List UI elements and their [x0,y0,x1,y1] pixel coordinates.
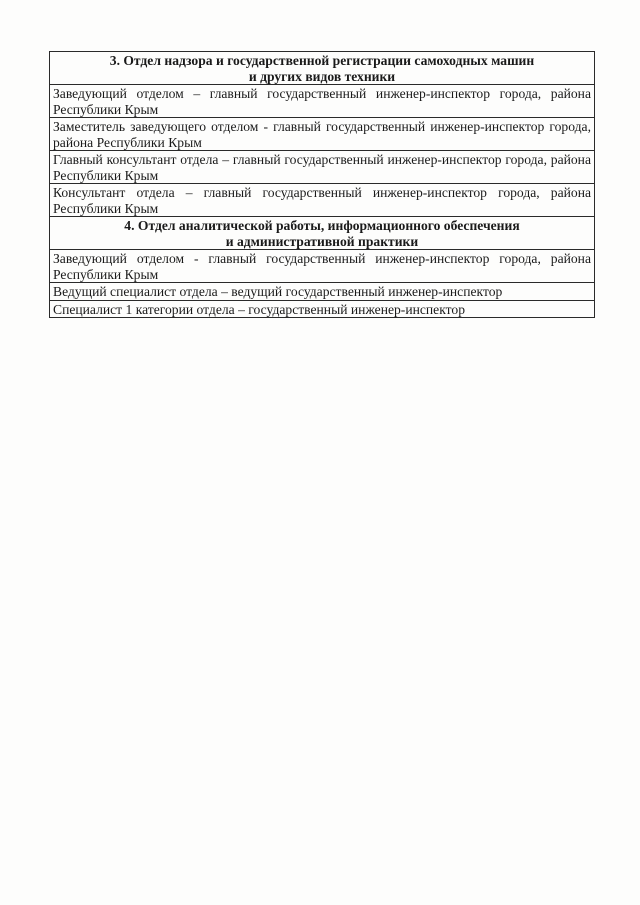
table-row [50,151,595,184]
table-row [50,250,595,283]
table-row [50,118,595,151]
table-row [50,300,595,318]
position-cell: Заведующий отделом - главный государственный инженер-инспектор города, района Республики Крым [50,250,595,283]
position-cell: Заведующий отделом – главный государственный инженер-инспектор города, района Республики Крым [50,85,595,118]
table-row [50,184,595,217]
section-3-title-line-1: 3. Отдел надзора и государственной регистрации самоходных машин [109,53,535,68]
section-3-title [50,52,595,85]
section-3-title-line-2: и других видов техники [248,68,396,84]
table-row [50,85,595,118]
section-4-title-line-2: и административной практики [225,233,419,249]
table-row [50,283,595,301]
section-4-title-line-1: 4. Отдел аналитической работы, информационного обеспечения [124,218,520,233]
position-cell: Специалист 1 категории отдела – государственный инженер-инспектор [50,300,595,318]
section-header-row [50,52,595,85]
position-cell: Главный консультант отдела – главный государственный инженер-инспектор города, района Республики Крым [50,151,595,184]
position-cell: Консультант отдела – главный государственный инженер-инспектор города, района Республики Крым [50,184,595,217]
section-header-row [50,217,595,250]
position-cell: Ведущий специалист отдела – ведущий государственный инженер-инспектор [50,283,595,301]
staff-positions-table [49,51,595,318]
section-4-title [50,217,595,250]
position-cell: Заместитель заведующего отделом - главный государственный инженер-инспектор города, района Республики Крым [50,118,595,151]
